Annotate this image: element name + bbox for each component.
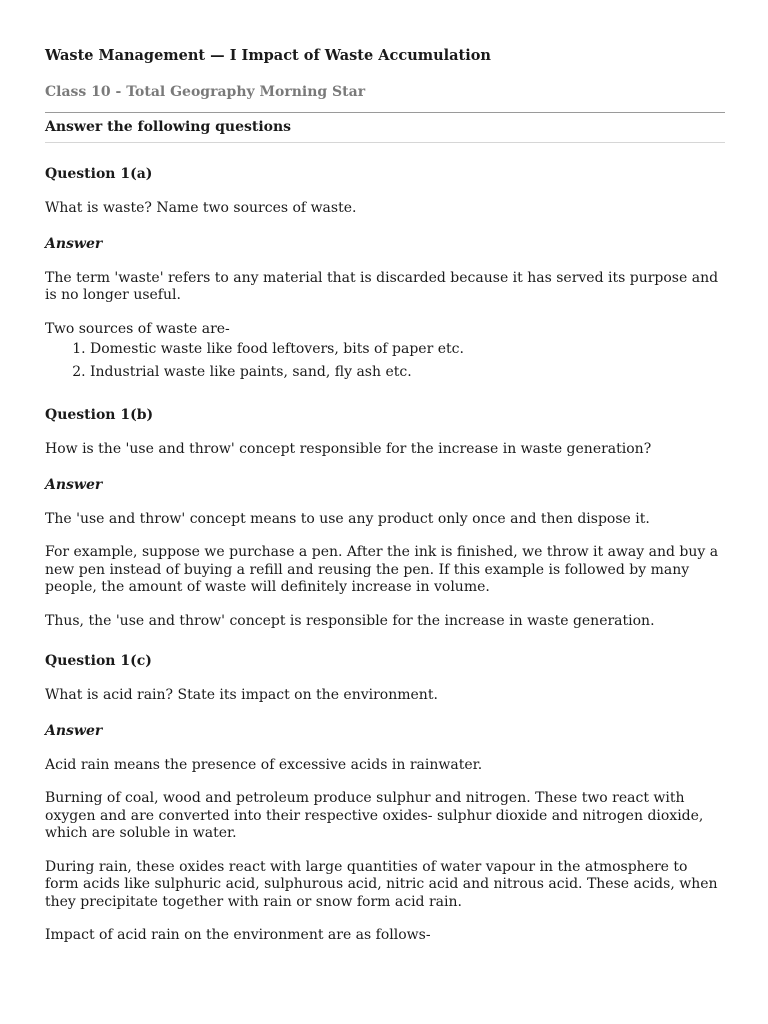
document-subtitle: Class 10 - Total Geography Morning Star <box>45 84 366 100</box>
section-heading: Answer the following questions <box>45 119 292 135</box>
question-1a-answer-label: Answer <box>45 235 103 252</box>
list-item: 1. Domestic waste like food leftovers, bits of paper etc. <box>90 338 725 361</box>
question-1a-answer-p1: The term 'waste' refers to any material that is discarded because it has served its purpose and is no longer useful. <box>45 269 719 303</box>
question-1b-text: How is the 'use and throw' concept responsible for the increase in waste generation? <box>45 441 652 457</box>
question-1c-answer-p3: During rain, these oxides react with large quantities of water vapour in the atmosphere to form acids like sulphuric acid, sulphurous acid, nitric acid and nitrous acid. These acids, when they precipitate together with rain or snow form acid rain. <box>45 858 718 910</box>
question-1b-answer-label: Answer <box>45 476 103 493</box>
question-1c-answer-p1: Acid rain means the presence of excessive acids in rainwater. <box>45 756 483 773</box>
question-1c-heading: Question 1(c) <box>45 653 152 669</box>
question-1a-text: What is waste? Name two sources of waste. <box>45 200 357 216</box>
document-page <box>45 46 725 945</box>
question-1c-answer-p2: Burning of coal, wood and petroleum produce sulphur and nitrogen. These two react with oxygen and are converted into their respective oxides- sulphur dioxide and nitrogen dioxide, which are soluble in water. <box>45 790 704 841</box>
question-1a-answer-p2: Two sources of waste are- <box>45 320 230 337</box>
question-1a-answer-list <box>45 338 725 384</box>
document-title: Waste Management — I Impact of Waste Accumulation <box>45 47 491 64</box>
question-1c-answer-label: Answer <box>45 722 103 739</box>
question-1b-answer-p2: For example, suppose we purchase a pen. After the ink is finished, we throw it away and buy a new pen instead of buying a refill and reusing the pen. If this example is followed by many people, the amount of waste will definitely increase in volume. <box>45 544 719 595</box>
question-1b-heading: Question 1(b) <box>45 407 154 423</box>
question-1c-answer-p4: Impact of acid rain on the environment are as follows- <box>45 927 431 943</box>
question-1c-text: What is acid rain? State its impact on the environment. <box>45 687 438 703</box>
question-1b-answer-p3: Thus, the 'use and throw' concept is responsible for the increase in waste generation. <box>45 612 655 629</box>
question-1a-heading: Question 1(a) <box>45 166 153 182</box>
list-item: 2. Industrial waste like paints, sand, fly ash etc. <box>90 361 725 384</box>
section-divider <box>45 142 725 143</box>
question-1b-answer-p1: The 'use and throw' concept means to use any product only once and then dispose it. <box>45 510 650 527</box>
